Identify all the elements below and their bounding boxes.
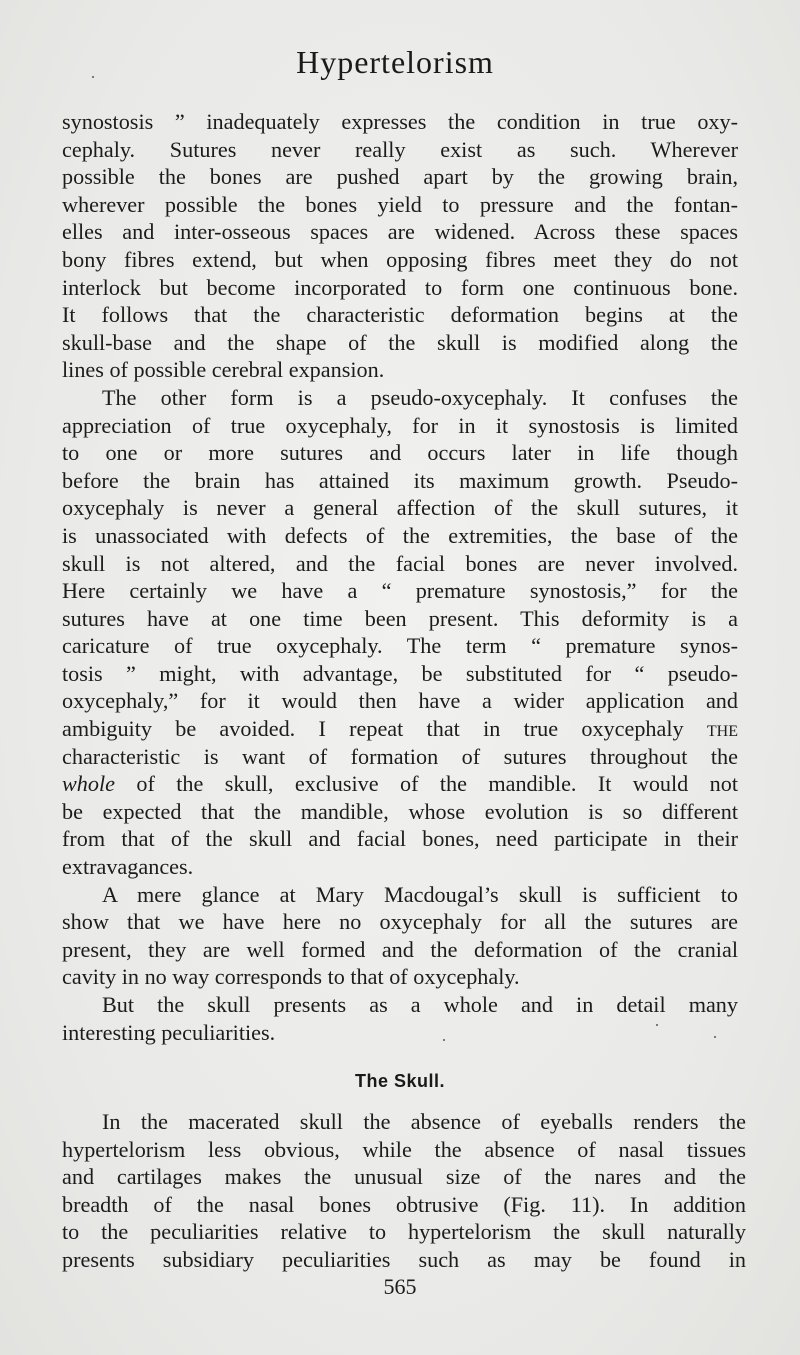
- text-line-with-italic: [62, 770, 738, 798]
- text-line: oxycephaly is never a general affection of the skull sutures, it: [62, 495, 738, 521]
- italic-word: whole: [62, 771, 115, 797]
- text-line: lines of possible cerebral expansion.: [62, 357, 385, 383]
- print-speck: [443, 1039, 445, 1041]
- text-line: show that we have here no oxycephaly for all the sutures are: [62, 909, 738, 935]
- text-line: In the macerated skull the absence of eyeballs renders the: [102, 1109, 746, 1134]
- section-paragraph-1: [62, 1108, 746, 1274]
- text-segment: ambiguity be avoided. I repeat that in true oxycephaly: [62, 716, 684, 742]
- text-line: wherever possible the bones yield to pressure and the fontan-: [62, 191, 738, 217]
- text-line: appreciation of true oxycephaly, for in it synostosis is limited: [62, 412, 738, 438]
- paragraph-2: [62, 384, 738, 881]
- print-speck: [92, 76, 94, 78]
- text-line: A mere glance at Mary Macdougal’s skull is sufficient to: [102, 881, 738, 907]
- paragraph-4: [62, 991, 738, 1046]
- page-number: 565: [383, 1274, 417, 1299]
- print-speck: [714, 1036, 716, 1038]
- text-line: interesting peculiarities.: [62, 1019, 276, 1045]
- text-line: Here certainly we have a “ premature synostosis,” for the: [62, 578, 738, 604]
- text-line: possible the bones are pushed apart by the growing brain,: [62, 164, 738, 190]
- text-line: sutures have at one time been present. This deformity is a: [62, 605, 738, 631]
- text-line: The other form is a pseudo-oxycephaly. It confuses the: [102, 384, 738, 410]
- text-line: tosis ” might, with advantage, be substituted for “ pseudo-: [62, 660, 738, 686]
- smallcaps-word: the: [706, 716, 739, 742]
- text-line: caricature of true oxycephaly. The term “ premature synos-: [62, 633, 738, 659]
- text-line: before the brain has attained its maximum growth. Pseudo-: [62, 467, 738, 493]
- text-line: be expected that the mandible, whose evolution is so different: [62, 798, 738, 824]
- text-line: present, they are well formed and the deformation of the cranial: [62, 936, 738, 962]
- text-line-with-smallcaps: [62, 715, 738, 743]
- text-line: presents subsidiary peculiarities such as may be found in: [62, 1246, 746, 1272]
- text-line: characteristic is want of formation of sutures throughout the: [62, 743, 738, 769]
- text-line: oxycephaly,” for it would then have a wider application and: [62, 688, 738, 714]
- text-line: interlock but become incorporated to form one continuous bone.: [62, 274, 738, 300]
- text-line: It follows that the characteristic deformation begins at the: [62, 302, 738, 328]
- paragraph-3: [62, 881, 738, 991]
- text-line: to the peculiarities relative to hypertelorism the skull naturally: [62, 1219, 746, 1245]
- text-line: bony fibres extend, but when opposing fibres meet they do not: [62, 246, 738, 272]
- text-line: and cartilages makes the unusual size of the nares and the: [62, 1164, 746, 1190]
- text-line: cavity in no way corresponds to that of oxycephaly.: [62, 964, 520, 990]
- text-line: extravagances.: [62, 854, 194, 880]
- text-line: breadth of the nasal bones obtrusive (Fig. 11). In addition: [62, 1191, 746, 1217]
- running-head: Hypertelorism: [296, 44, 494, 80]
- section-body-text: [62, 1108, 746, 1274]
- text-line: skull-base and the shape of the skull is modified along the: [62, 329, 738, 355]
- text-line: skull is not altered, and the facial bones are never involved.: [62, 550, 738, 576]
- text-line: elles and inter-osseous spaces are widened. Across these spaces: [62, 219, 738, 245]
- print-speck: [656, 1024, 658, 1026]
- text-line: to one or more sutures and occurs later in life though: [62, 440, 738, 466]
- text-line: is unassociated with defects of the extremities, the base of the: [62, 522, 738, 548]
- text-line: hypertelorism less obvious, while the absence of nasal tissues: [62, 1136, 746, 1162]
- section-heading: The Skull.: [354, 1071, 446, 1091]
- text-segment: of the skull, exclusive of the mandible. It would not: [136, 771, 738, 797]
- text-line: cephaly. Sutures never really exist as such. Wherever: [62, 136, 738, 162]
- text-line: But the skull presents as a whole and in detail many: [102, 992, 738, 1017]
- text-line: synostosis ” inadequately expresses the condition in true oxy-: [62, 109, 738, 134]
- body-text: [62, 108, 738, 1046]
- paragraph-1: [62, 108, 738, 384]
- text-line: from that of the skull and facial bones, need participate in their: [62, 826, 738, 852]
